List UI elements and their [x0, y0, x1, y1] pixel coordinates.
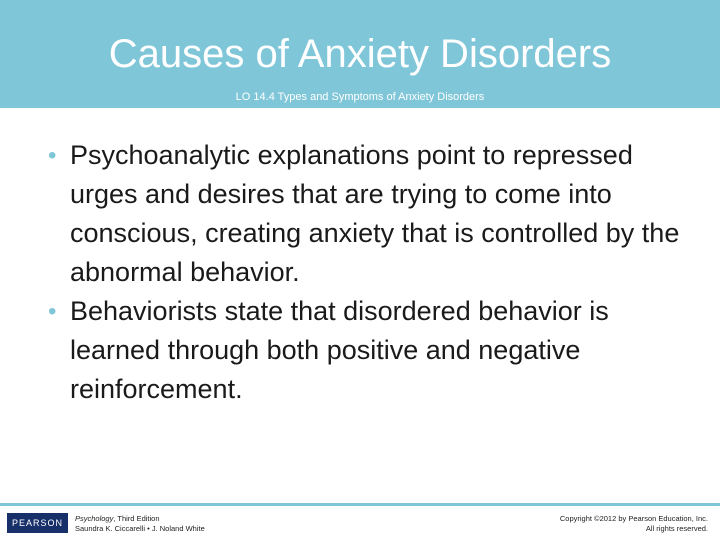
book-title-line	[75, 514, 205, 524]
bullet-icon: •	[48, 298, 57, 325]
slide-title: Causes of Anxiety Disorders	[108, 32, 612, 76]
title-banner	[0, 0, 720, 108]
slide-content	[48, 136, 698, 409]
slide-subtitle: LO 14.4 Types and Symptoms of Anxiety Disorders	[235, 91, 485, 103]
footer-copyright	[560, 514, 708, 534]
book-edition: , Third Edition	[113, 514, 160, 523]
bullet-text: Psychoanalytic explanations point to repressed urges and desires that are trying to come into conscious, creating anxiety that is controlled by the abnormal behavior.	[70, 140, 680, 287]
footer-citation	[75, 514, 205, 534]
pearson-logo: PEARSON	[7, 513, 68, 533]
bullet-text: Behaviorists state that disordered behavior is learned through both positive and negative reinforcement.	[70, 296, 609, 404]
book-authors: Saundra K. Ciccarelli • J. Noland White	[75, 524, 205, 533]
rights-text: All rights reserved.	[645, 524, 708, 533]
bullet-item	[48, 292, 698, 409]
footer-divider	[0, 503, 720, 506]
book-title: Psychology	[75, 514, 114, 523]
copyright-text: Copyright ©2012 by Pearson Education, Inc.	[559, 514, 708, 523]
bullet-item	[48, 136, 698, 292]
bullet-icon: •	[48, 142, 57, 169]
